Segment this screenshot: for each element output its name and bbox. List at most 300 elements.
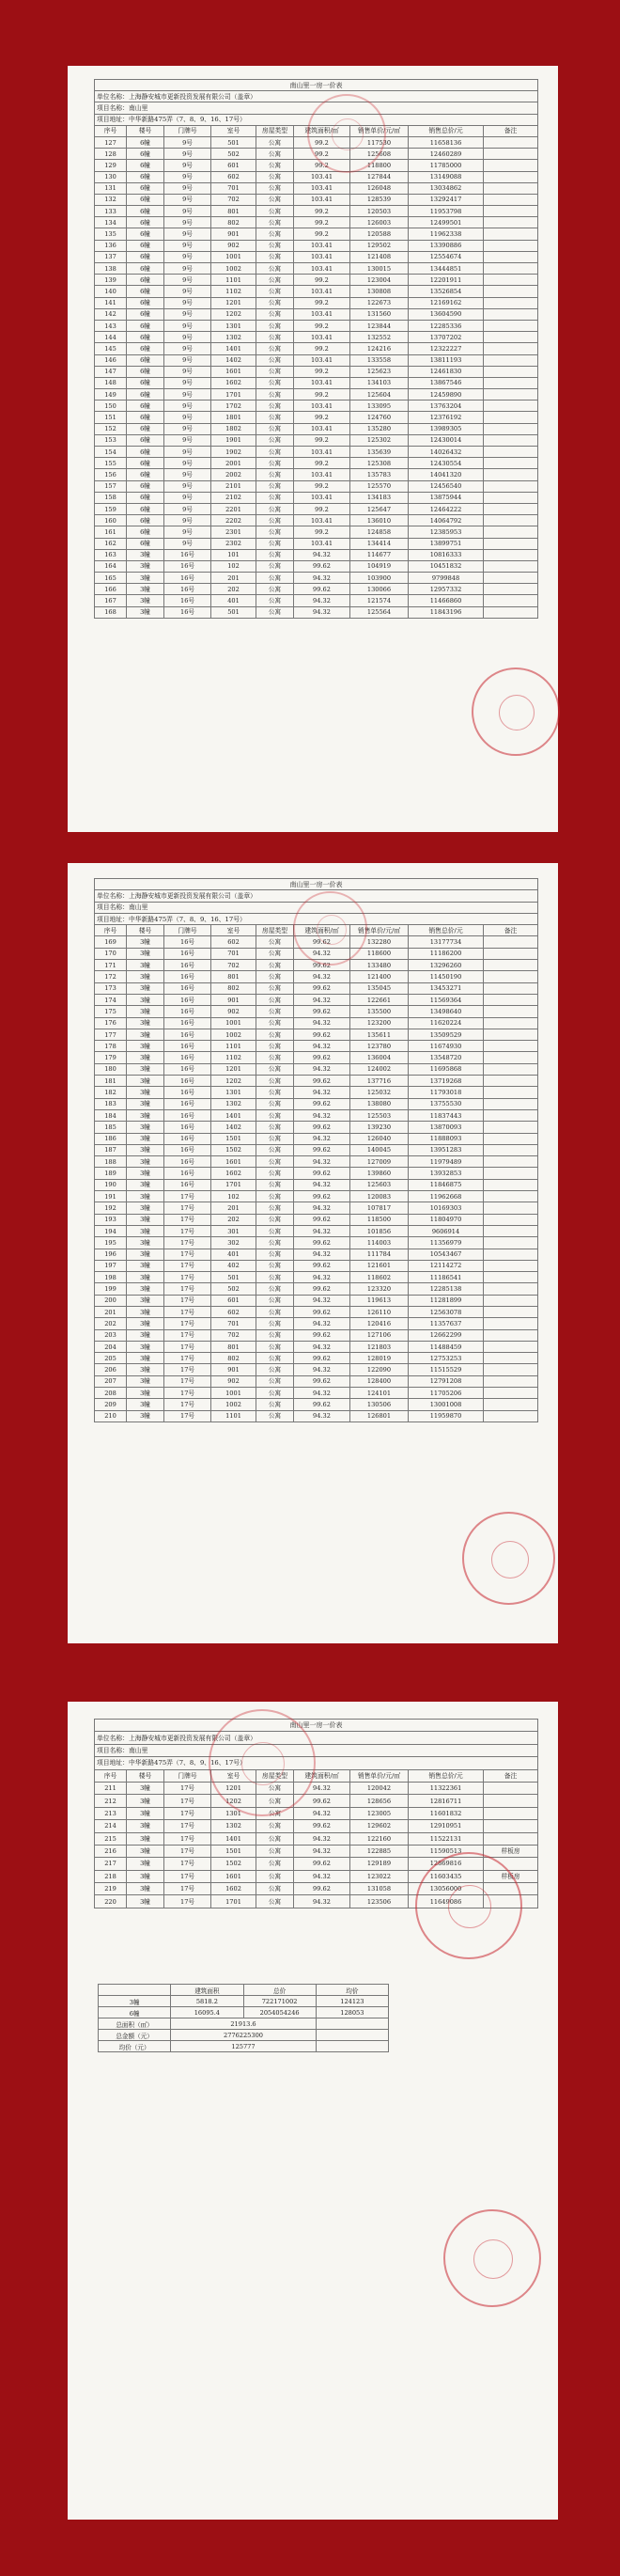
table-row [95, 1168, 538, 1179]
table-cell: 公寓 [256, 1845, 294, 1857]
table-cell: 701 [211, 182, 256, 194]
table-cell: 16号 [164, 549, 211, 560]
table-cell: 公寓 [256, 1063, 294, 1075]
table-cell: 12816711 [409, 1795, 484, 1807]
table-cell: 130 [95, 171, 127, 182]
table-cell: 201 [211, 573, 256, 584]
table-cell: 公寓 [256, 217, 294, 228]
table-cell: 公寓 [256, 1179, 294, 1190]
table-cell [484, 1052, 538, 1063]
table-cell: 1201 [211, 1782, 256, 1794]
table-cell: 11356979 [409, 1237, 484, 1249]
table-cell: 1202 [211, 308, 256, 320]
table-cell: 160 [95, 515, 127, 526]
table-cell: 13707202 [409, 332, 484, 343]
table-cell: 3幢 [127, 1306, 164, 1317]
table-cell: 99.62 [294, 1029, 350, 1040]
column-header: 房屋类型 [256, 125, 294, 136]
column-header: 备注 [484, 925, 538, 936]
table-cell: 121408 [350, 251, 409, 262]
table-cell: 136010 [350, 515, 409, 526]
table-cell: 219 [95, 1883, 127, 1895]
table-cell [484, 1156, 538, 1168]
table-cell: 184 [95, 1109, 127, 1121]
table-cell: 13755530 [409, 1098, 484, 1109]
table-cell: 公寓 [256, 263, 294, 275]
table-cell: 9号 [164, 217, 211, 228]
table-cell: 103.41 [294, 423, 350, 434]
table-cell: 17号 [164, 1782, 211, 1794]
table-cell: 3幢 [127, 1029, 164, 1040]
table-cell: 16号 [164, 573, 211, 584]
table-cell: 12499501 [409, 217, 484, 228]
table-cell: 99.2 [294, 526, 350, 538]
table-cell: 139230 [350, 1122, 409, 1133]
table-title-row [95, 879, 538, 890]
table-cell: 13296260 [409, 960, 484, 971]
table-cell: 13498640 [409, 1006, 484, 1017]
table-cell: 3幢 [127, 994, 164, 1005]
table-cell: 12385953 [409, 526, 484, 538]
table-cell: 212 [95, 1795, 127, 1807]
table-cell: 公寓 [256, 182, 294, 194]
table-cell [484, 994, 538, 1005]
table-cell: 134 [95, 217, 127, 228]
table-row [95, 1295, 538, 1306]
table-cell: 99.2 [294, 160, 350, 171]
table-cell: 公寓 [256, 1052, 294, 1063]
column-header: 建筑面积/㎡ [294, 925, 350, 936]
table-cell: 99.2 [294, 297, 350, 308]
table-cell: 17号 [164, 1249, 211, 1260]
table-cell: 1401 [211, 343, 256, 354]
table-cell: 6幢 [127, 377, 164, 388]
table-cell: 3幢 [127, 1144, 164, 1155]
table-cell: 138080 [350, 1098, 409, 1109]
table-cell: 99.62 [294, 1260, 350, 1271]
table-row [95, 1341, 538, 1352]
table-cell: 125608 [350, 149, 409, 160]
table-cell: 1401 [211, 1109, 256, 1121]
table-cell: 99.2 [294, 343, 350, 354]
table-cell: 3幢 [127, 1087, 164, 1098]
table-cell: 139860 [350, 1168, 409, 1179]
table-cell: 11601832 [409, 1807, 484, 1819]
company-seal [293, 891, 367, 966]
table-cell: 3幢 [127, 1156, 164, 1168]
summary-header-row [99, 1985, 389, 1996]
table-cell: 17号 [164, 1399, 211, 1410]
table-cell: 9号 [164, 332, 211, 343]
table-row [95, 447, 538, 458]
table-row [95, 1237, 538, 1249]
table-cell: 12169162 [409, 297, 484, 308]
table-cell: 122090 [350, 1364, 409, 1375]
table-cell: 16号 [164, 1041, 211, 1052]
table-cell: 12285336 [409, 320, 484, 331]
table-cell: 103.41 [294, 286, 350, 297]
table-cell: 17号 [164, 1832, 211, 1845]
table-cell: 3幢 [127, 1202, 164, 1214]
table-cell: 132552 [350, 332, 409, 343]
table-title: 南山里一房一价表 [95, 879, 538, 890]
table-row [95, 228, 538, 240]
table-cell: 188 [95, 1156, 127, 1168]
table-cell: 128656 [350, 1795, 409, 1807]
table-cell: 176 [95, 1017, 127, 1029]
table-cell: 公寓 [256, 960, 294, 971]
table-cell: 99.62 [294, 1375, 350, 1387]
table-cell: 2301 [211, 526, 256, 538]
table-cell: 133480 [350, 960, 409, 971]
table-cell: 6幢 [127, 182, 164, 194]
table-cell: 1002 [211, 263, 256, 275]
table-cell: 166 [95, 584, 127, 595]
table-cell: 9号 [164, 354, 211, 366]
table-cell: 99.2 [294, 458, 350, 469]
table-cell: 1802 [211, 423, 256, 434]
table-cell: 129189 [350, 1858, 409, 1870]
table-cell: 103.41 [294, 447, 350, 458]
table-cell: 902 [211, 1375, 256, 1387]
table-cell: 2001 [211, 458, 256, 469]
table-cell: 公寓 [256, 1895, 294, 1908]
company-name: 单位名称：上海静安城市更新投资发展有限公司（盖章） [95, 890, 538, 902]
table-cell: 11649086 [409, 1895, 484, 1908]
table-cell: 公寓 [256, 171, 294, 182]
table-cell: 201 [211, 1202, 256, 1214]
table-cell: 94.32 [294, 1410, 350, 1422]
table-cell [484, 1306, 538, 1317]
table-cell: 215 [95, 1832, 127, 1845]
table-row [95, 1249, 538, 1260]
table-cell: 174 [95, 994, 127, 1005]
table-cell: 151 [95, 412, 127, 423]
table-cell: 17号 [164, 1341, 211, 1352]
table-row [95, 1041, 538, 1052]
table-row [95, 982, 538, 994]
table-cell: 公寓 [256, 1006, 294, 1017]
table-cell: 17号 [164, 1858, 211, 1870]
table-cell: 99.62 [294, 1006, 350, 1017]
table-row [95, 1364, 538, 1375]
table-cell: 149 [95, 389, 127, 401]
table-cell: 11357637 [409, 1318, 484, 1329]
table-cell: 17号 [164, 1237, 211, 1249]
table-cell: 6幢 [127, 469, 164, 480]
table-cell: 公寓 [256, 1807, 294, 1819]
table-row [95, 251, 538, 262]
table-cell: 802 [211, 1353, 256, 1364]
table-row [95, 1353, 538, 1364]
table-cell: 3幢 [127, 1795, 164, 1807]
table-cell: 3幢 [127, 1832, 164, 1845]
project-name-row [95, 1744, 538, 1756]
table-cell: 公寓 [256, 206, 294, 217]
table-cell: 16号 [164, 595, 211, 606]
table-cell: 12464222 [409, 503, 484, 514]
table-cell: 公寓 [256, 1782, 294, 1794]
table-cell: 173 [95, 982, 127, 994]
table-cell: 1102 [211, 286, 256, 297]
table-cell: 2202 [211, 515, 256, 526]
table-cell: 13034862 [409, 182, 484, 194]
table-cell: 94.32 [294, 1318, 350, 1329]
table-cell: 11837443 [409, 1109, 484, 1121]
table-row [95, 1144, 538, 1155]
table-cell: 117530 [350, 136, 409, 148]
table-row [95, 515, 538, 526]
table-cell: 1502 [211, 1144, 256, 1155]
table-cell: 171 [95, 960, 127, 971]
table-cell: 120416 [350, 1318, 409, 1329]
table-cell: 123320 [350, 1283, 409, 1295]
table-cell: 9号 [164, 206, 211, 217]
project-address-row [95, 1757, 538, 1769]
table-row [95, 1399, 538, 1410]
table-cell: 502 [211, 1283, 256, 1295]
table-cell: 11281899 [409, 1295, 484, 1306]
table-cell: 302 [211, 1237, 256, 1249]
table-cell: 125603 [350, 1179, 409, 1190]
column-header: 楼号 [127, 925, 164, 936]
table-cell: 3幢 [127, 1237, 164, 1249]
table-cell: 122661 [350, 994, 409, 1005]
table-cell: 99.62 [294, 1858, 350, 1870]
table-cell: 公寓 [256, 251, 294, 262]
table-cell: 94.32 [294, 1807, 350, 1819]
table-cell: 公寓 [256, 332, 294, 343]
table-cell: 131058 [350, 1883, 409, 1895]
table-cell: 94.32 [294, 1272, 350, 1283]
column-header: 建筑面积/㎡ [294, 125, 350, 136]
table-cell: 1301 [211, 320, 256, 331]
table-cell: 94.32 [294, 1109, 350, 1121]
column-header: 楼号 [127, 125, 164, 136]
table-cell: 公寓 [256, 320, 294, 331]
table-cell: 148 [95, 377, 127, 388]
table-cell: 公寓 [256, 1832, 294, 1845]
table-cell [484, 447, 538, 458]
table-cell: 公寓 [256, 971, 294, 982]
table-cell: 140 [95, 286, 127, 297]
table-cell [484, 251, 538, 262]
table-row [95, 275, 538, 286]
table-row [95, 1098, 538, 1109]
table-cell: 6幢 [127, 503, 164, 514]
table-cell: 213 [95, 1807, 127, 1819]
table-row [95, 320, 538, 331]
table-cell: 公寓 [256, 1858, 294, 1870]
table-cell: 2102 [211, 492, 256, 503]
table-cell: 11186541 [409, 1272, 484, 1283]
table-cell: 公寓 [256, 1076, 294, 1087]
table-cell: 202 [95, 1318, 127, 1329]
table-cell: 130506 [350, 1399, 409, 1410]
table-cell: 17号 [164, 1283, 211, 1295]
table-cell: 402 [211, 1260, 256, 1271]
table-cell [484, 1076, 538, 1087]
table-cell [484, 240, 538, 251]
table-cell: 94.32 [294, 1133, 350, 1144]
table-cell [484, 526, 538, 538]
table-cell [484, 389, 538, 401]
table-cell [484, 469, 538, 480]
table-cell: 139 [95, 275, 127, 286]
table-cell [484, 503, 538, 514]
table-cell: 701 [211, 1318, 256, 1329]
table-cell: 公寓 [256, 480, 294, 492]
table-cell: 206 [95, 1364, 127, 1375]
table-cell [484, 1041, 538, 1052]
table-cell: 12910951 [409, 1820, 484, 1832]
table-cell: 9号 [164, 447, 211, 458]
table-cell: 10169303 [409, 1202, 484, 1214]
table-cell [484, 936, 538, 948]
table-cell: 12662299 [409, 1329, 484, 1341]
table-cell: 208 [95, 1388, 127, 1399]
table-cell: 99.62 [294, 584, 350, 595]
table-cell: 99.2 [294, 389, 350, 401]
table-cell: 202 [211, 1214, 256, 1225]
table-cell [484, 1063, 538, 1075]
table-cell: 公寓 [256, 1820, 294, 1832]
table-cell: 11695868 [409, 1063, 484, 1075]
table-cell: 142 [95, 308, 127, 320]
column-header: 门牌号 [164, 925, 211, 936]
table-cell [484, 1388, 538, 1399]
table-cell: 6幢 [127, 160, 164, 171]
table-cell: 103.41 [294, 332, 350, 343]
table-cell: 136004 [350, 1052, 409, 1063]
table-cell: 3幢 [127, 971, 164, 982]
table-cell [484, 1260, 538, 1271]
table-cell: 3幢 [127, 1052, 164, 1063]
table-row [95, 595, 538, 606]
table-cell: 130808 [350, 286, 409, 297]
table-row [95, 1318, 538, 1329]
table-cell: 11804970 [409, 1214, 484, 1225]
table-cell: 1302 [211, 1820, 256, 1832]
table-cell: 12376192 [409, 412, 484, 423]
table-row [95, 538, 538, 549]
table-cell: 公寓 [256, 1795, 294, 1807]
column-header: 备注 [484, 125, 538, 136]
table-cell: 3幢 [127, 948, 164, 959]
table-cell: 124760 [350, 412, 409, 423]
table-cell: 3幢 [127, 1353, 164, 1364]
table-cell: 16号 [164, 1006, 211, 1017]
table-cell: 公寓 [256, 412, 294, 423]
table-cell: 135611 [350, 1029, 409, 1040]
table-cell: 2101 [211, 480, 256, 492]
table-cell: 94.32 [294, 573, 350, 584]
table-cell: 123022 [350, 1870, 409, 1882]
table-cell: 6幢 [127, 538, 164, 549]
table-cell: 11962338 [409, 228, 484, 240]
table-cell: 13951283 [409, 1144, 484, 1155]
table-cell: 133 [95, 206, 127, 217]
summary-cell: 2054054246 [243, 2007, 316, 2018]
table-cell: 16号 [164, 936, 211, 948]
table-cell: 209 [95, 1399, 127, 1410]
table-cell: 公寓 [256, 606, 294, 618]
table-row [95, 263, 538, 275]
table-cell: 9799848 [409, 573, 484, 584]
table-cell: 94.32 [294, 971, 350, 982]
table-row [95, 1375, 538, 1387]
company-seal [415, 1852, 522, 1959]
table-cell: 1102 [211, 1052, 256, 1063]
table-cell: 公寓 [256, 994, 294, 1005]
table-cell: 6幢 [127, 343, 164, 354]
table-cell: 公寓 [256, 1249, 294, 1260]
table-cell: 94.32 [294, 1782, 350, 1794]
table-cell: 94.32 [294, 994, 350, 1005]
table-row [95, 217, 538, 228]
table-cell: 501 [211, 136, 256, 148]
table-cell: 17号 [164, 1329, 211, 1341]
table-cell: 702 [211, 960, 256, 971]
table-cell: 3幢 [127, 1318, 164, 1329]
table-cell: 9号 [164, 228, 211, 240]
table-cell: 94.32 [294, 1870, 350, 1882]
table-cell: 3幢 [127, 1410, 164, 1422]
table-cell: 121574 [350, 595, 409, 606]
table-row [95, 492, 538, 503]
table-cell: 16号 [164, 948, 211, 959]
table-cell: 公寓 [256, 343, 294, 354]
table-cell: 9号 [164, 458, 211, 469]
table-cell: 157 [95, 480, 127, 492]
table-cell: 3幢 [127, 1214, 164, 1225]
table-cell: 6幢 [127, 217, 164, 228]
table-cell: 165 [95, 573, 127, 584]
table-cell: 801 [211, 206, 256, 217]
table-cell: 11705206 [409, 1388, 484, 1399]
summary-header: 建筑面积 [171, 1985, 243, 1996]
table-cell: 17号 [164, 1820, 211, 1832]
table-cell: 3幢 [127, 1295, 164, 1306]
table-row [95, 1017, 538, 1029]
table-cell: 155 [95, 458, 127, 469]
table-cell: 11793018 [409, 1087, 484, 1098]
table-cell: 13509529 [409, 1029, 484, 1040]
table-cell: 170 [95, 948, 127, 959]
table-cell: 3幢 [127, 1179, 164, 1190]
table-cell: 6幢 [127, 228, 164, 240]
column-header: 销售单价/元/㎡ [350, 1769, 409, 1782]
table-cell [484, 1318, 538, 1329]
table-cell: 94.32 [294, 1041, 350, 1052]
table-cell: 13453271 [409, 982, 484, 994]
table-row [95, 1029, 538, 1040]
table-cell: 公寓 [256, 1260, 294, 1271]
table-cell: 16号 [164, 1017, 211, 1029]
table-cell [484, 308, 538, 320]
table-cell: 103.41 [294, 401, 350, 412]
table-cell: 9号 [164, 308, 211, 320]
table-cell: 公寓 [256, 1191, 294, 1202]
table-cell: 1402 [211, 354, 256, 366]
table-cell [484, 1098, 538, 1109]
table-cell [484, 971, 538, 982]
table-row [95, 308, 538, 320]
table-cell: 210 [95, 1410, 127, 1422]
table-cell: 158 [95, 492, 127, 503]
table-row [95, 503, 538, 514]
table-cell: 16号 [164, 1063, 211, 1075]
